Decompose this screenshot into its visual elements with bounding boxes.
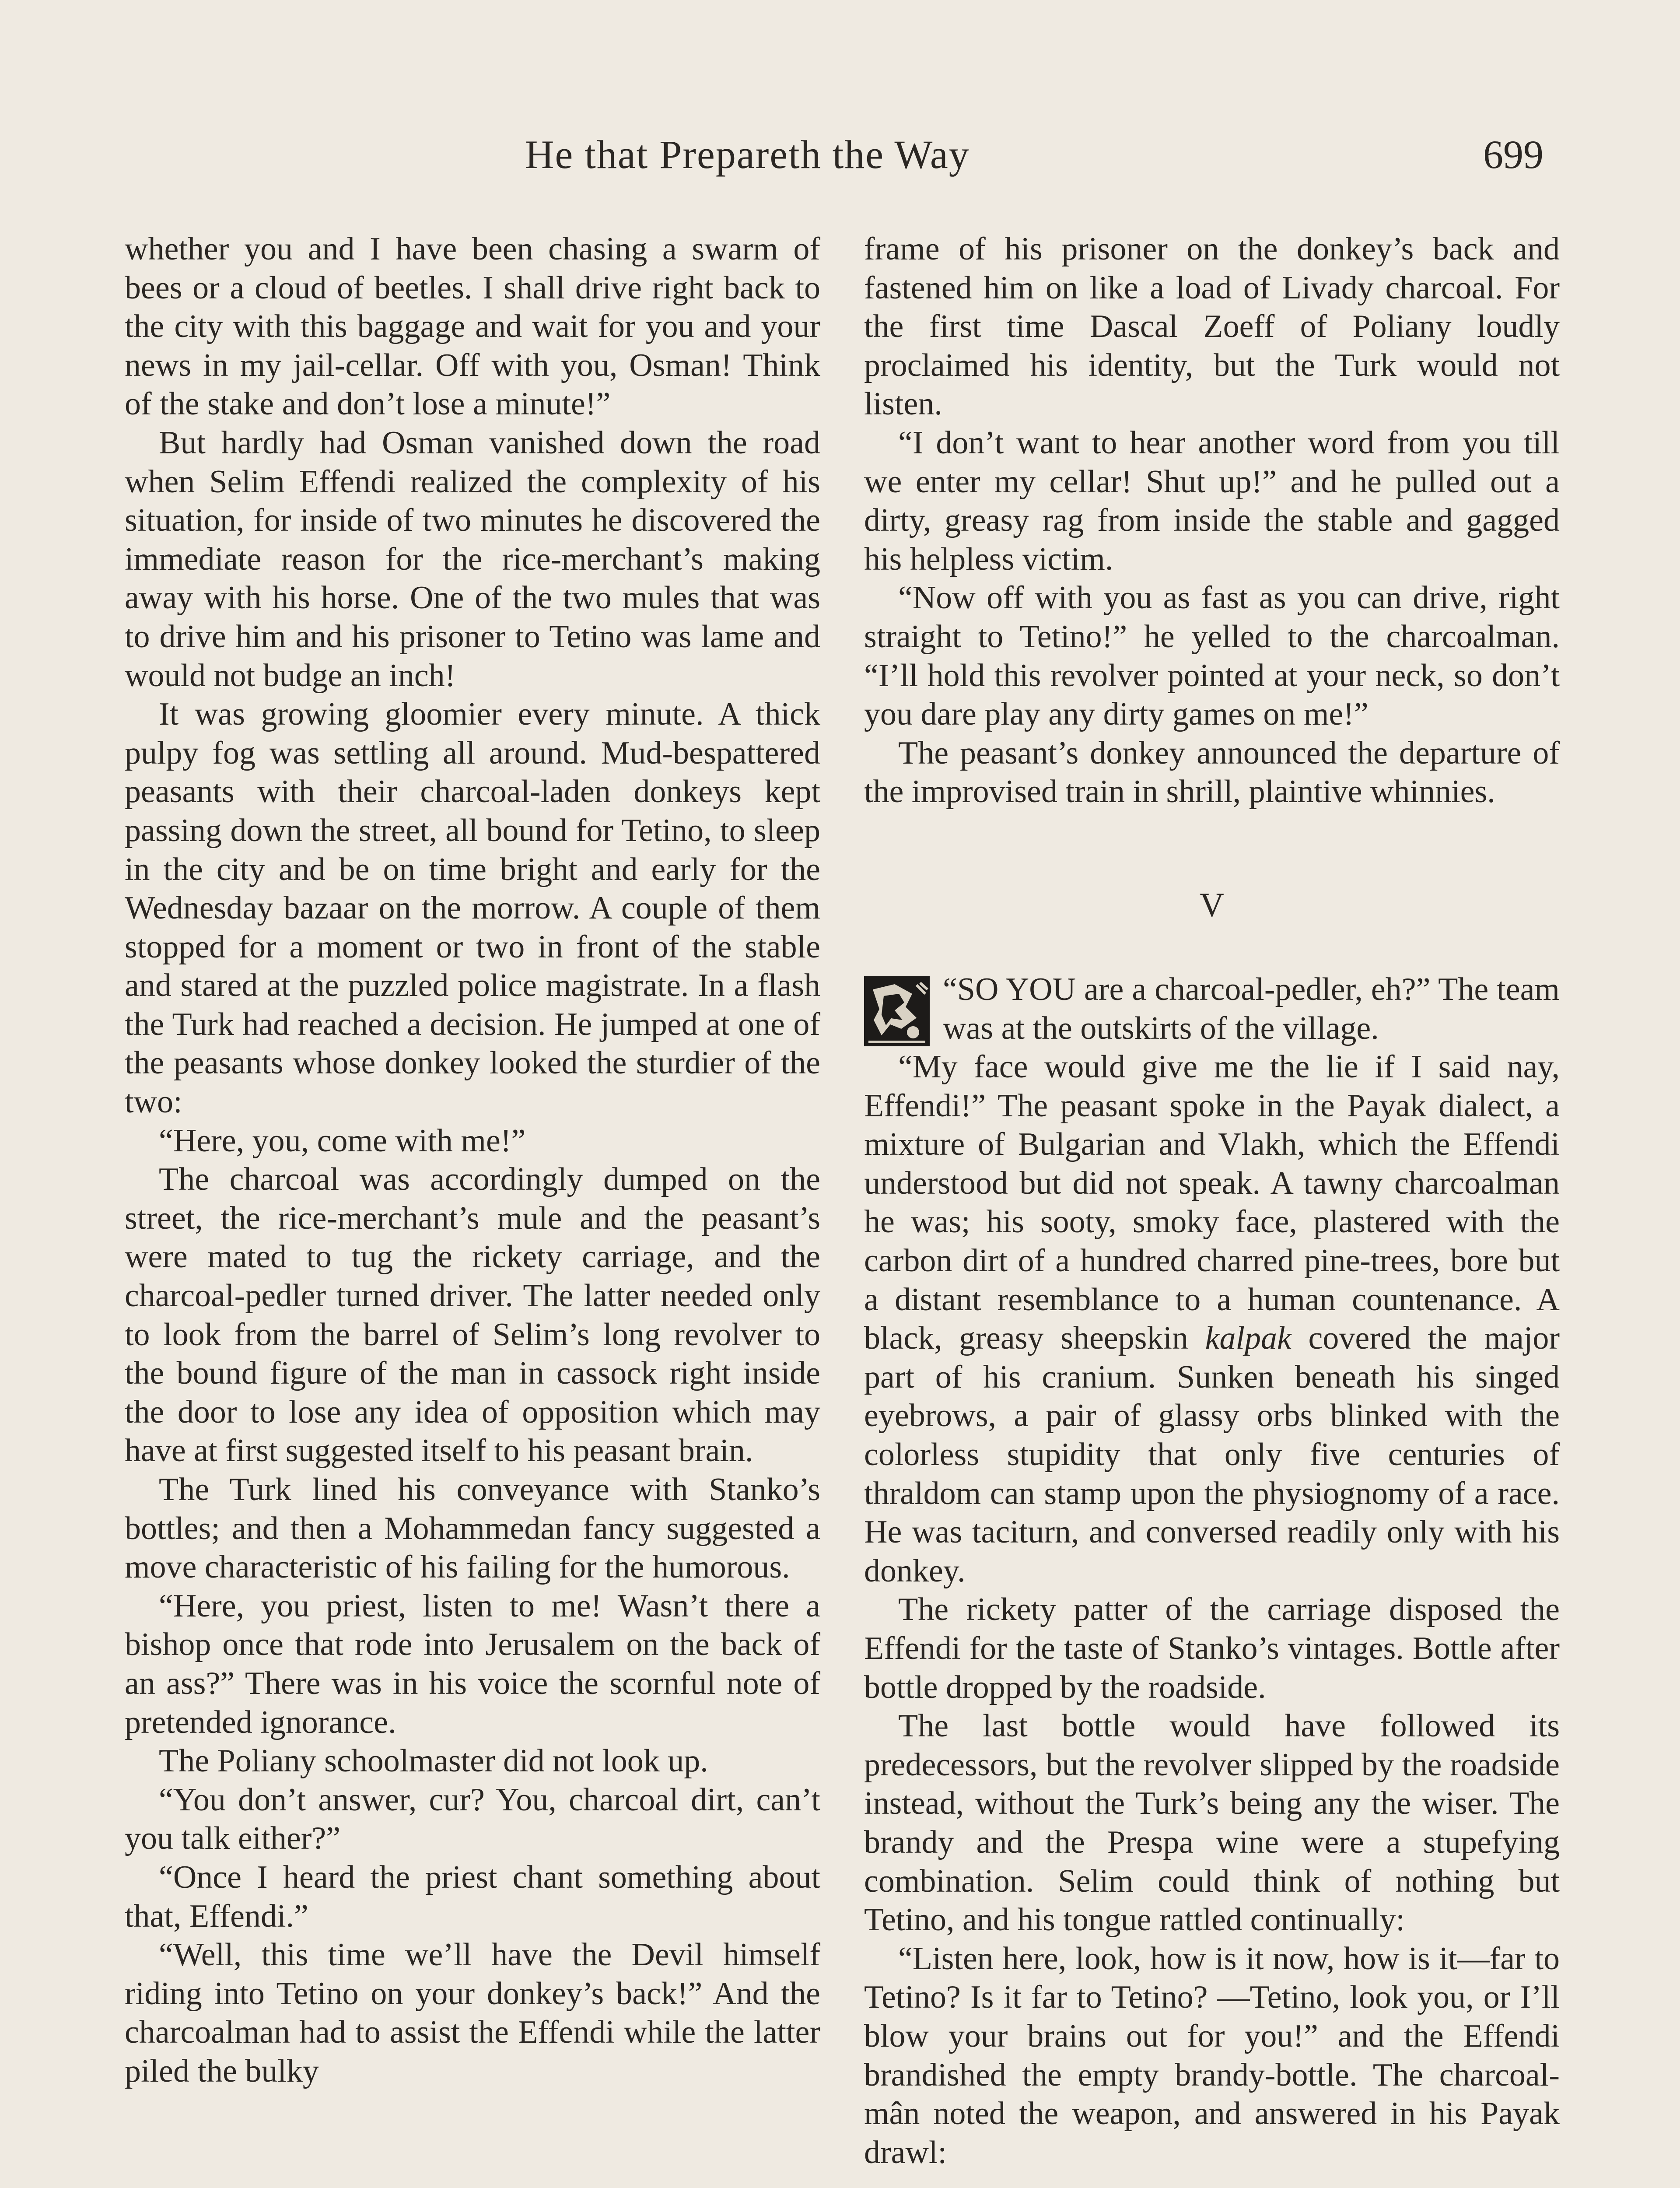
running-title: He that Prepareth the Way bbox=[525, 132, 970, 177]
paragraph: It was growing gloomier every minute. A thick pulpy fog was settling all around. Mud-bespattered peasants with their charcoal-laden donkeys kept passing down the street, all bound for Tetino, to sleep in the city and be on time bright and early for the Wednesday bazaar on the morrow. A couple of them stopped for a moment or two in front of the stable and stared at the puzzled police magistrate. In a flash the Turk had reached a decision. He jumped at one of the peasants whose donkey looked the sturdier of the two: bbox=[125, 696, 820, 1120]
paragraph: The Turk lined his conveyance with Stanko’s bottles; and then a Mohammedan fancy suggested a move characteristic of his failing for the humorous. bbox=[125, 1472, 820, 1585]
italic-word: kalpak bbox=[1205, 1320, 1292, 1357]
paragraph: “Well, this time we’ll have the Devil himself riding into Tetino on your donkey’s back!” And the charcoalman had to assist the Effendi while the latter piled the bulky bbox=[125, 1937, 820, 2089]
paragraph: “I don’t want to hear another word from you till we enter my cellar! Shut up!” and he pulled out a dirty, greasy rag from inside the stable and gagged his helpless victim. bbox=[864, 424, 1560, 577]
page-number: 699 bbox=[1483, 132, 1544, 177]
left-column bbox=[125, 230, 820, 2091]
paragraph: The peasant’s donkey announced the departure of the improvised train in shrill, plaintive whinnies. bbox=[864, 735, 1560, 810]
paragraph: “Here, you, come with me!” bbox=[159, 1122, 526, 1159]
paragraph: The charcoal was accordingly dumped on the street, the rice-merchant’s mule and the peasant’s were mated to tug the rickety carriage, and the charcoal-pedler turned driver. The latter needed only to look from the barrel of Selim’s long revolver to the bound figure of the man in cassock right inside the door to lose any idea of opposition which may have at first suggested itself to his peasant brain. bbox=[125, 1161, 820, 1469]
paragraph: “Once I heard the priest chant something about that, Effendi.” bbox=[125, 1859, 820, 1934]
paragraph: The last bottle would have followed its predecessors, but the revolver slipped by the roadside instead, without the Turk’s being any the wiser. The brandy and the Prespa wine were a stupefying combination. Selim could think of nothing but Tetino, and his tongue rattled continually: bbox=[864, 1708, 1560, 1938]
decorative-initial-icon bbox=[864, 976, 930, 1046]
paragraph: frame of his prisoner on the donkey’s back and fastened him on like a load of Livady charcoal. For the first time Dascal Zoeff of Poliany loudly proclaimed his identity, but the Turk would not listen. bbox=[864, 231, 1560, 422]
section-opening-paragraph bbox=[864, 970, 1560, 1048]
paragraph-text-cont: covered the major part of his cranium. Sunken beneath his singed eyebrows, a pair of glassy orbs blinked with the colorless stupidity that only five centuries of thraldom can stamp upon the physiognomy of a race. He was taciturn, and conversed readily only with his donkey. bbox=[864, 1320, 1560, 1589]
section-opening-text: “SO YOU are a charcoal-pedler, eh?” The team was at the outskirts of the village. bbox=[943, 971, 1560, 1046]
paragraph: “Here, you priest, listen to me! Wasn’t there a bishop once that rode into Jerusalem on the back of an ass?” There was in his voice the scornful note of pretended ignorance. bbox=[125, 1588, 820, 1740]
paragraph: The rickety patter of the carriage disposed the Effendi for the taste of Stanko’s vintages. Bottle after bottle dropped by the roadside. bbox=[864, 1592, 1560, 1705]
paragraph bbox=[864, 1048, 1560, 1590]
paragraph: But hardly had Osman vanished down the road when Selim Effendi realized the complexity of his situation, for inside of two minutes he discovered the immediate reason for the rice-merchant’s making away with his horse. One of the two mules that was to drive him and his prisoner to Tetino was lame and would not budge an inch! bbox=[125, 424, 820, 694]
paragraph: “Listen here, look, how is it now, how is it—far to Tetino? Is it far to Tetino? —Tetino, look you, or I’ll blow your brains out for you!” and the Effendi brandished the empty brandy-bottle. The charcoalmân noted the weapon, and answered in his Payak drawl: bbox=[864, 1940, 1560, 2170]
paragraph-text: “My face would give me the lie if I said nay, Effendi!” The peasant spoke in the Payak dialect, a mixture of Bulgarian and Vlakh, which the Effendi understood but did not speak. A tawny charcoalman he was; his sooty, smoky face, plastered with the carbon dirt of a hundred charred pine-trees, bore but a distant resemblance to a human countenance. A black, greasy sheepskin bbox=[864, 1049, 1560, 1357]
right-column bbox=[864, 230, 1560, 2172]
paragraph: whether you and I have been chasing a swarm of bees or a cloud of beetles. I shall drive right back to the city with this baggage and wait for you and your news in my jail-cellar. Off with you, Osman! Think of the stake and don’t lose a minute!” bbox=[125, 231, 820, 422]
paragraph: “You don’t answer, cur? You, charcoal dirt, can’t you talk either?” bbox=[125, 1781, 820, 1857]
paragraph: “Now off with you as fast as you can drive, right straight to Tetino!” he yelled to the charcoalman. “I’ll hold this revolver pointed at your neck, so don’t you dare play any dirty games on me!” bbox=[864, 580, 1560, 733]
section-numeral: V bbox=[1199, 885, 1225, 924]
paragraph: The Poliany schoolmaster did not look up. bbox=[159, 1743, 708, 1779]
